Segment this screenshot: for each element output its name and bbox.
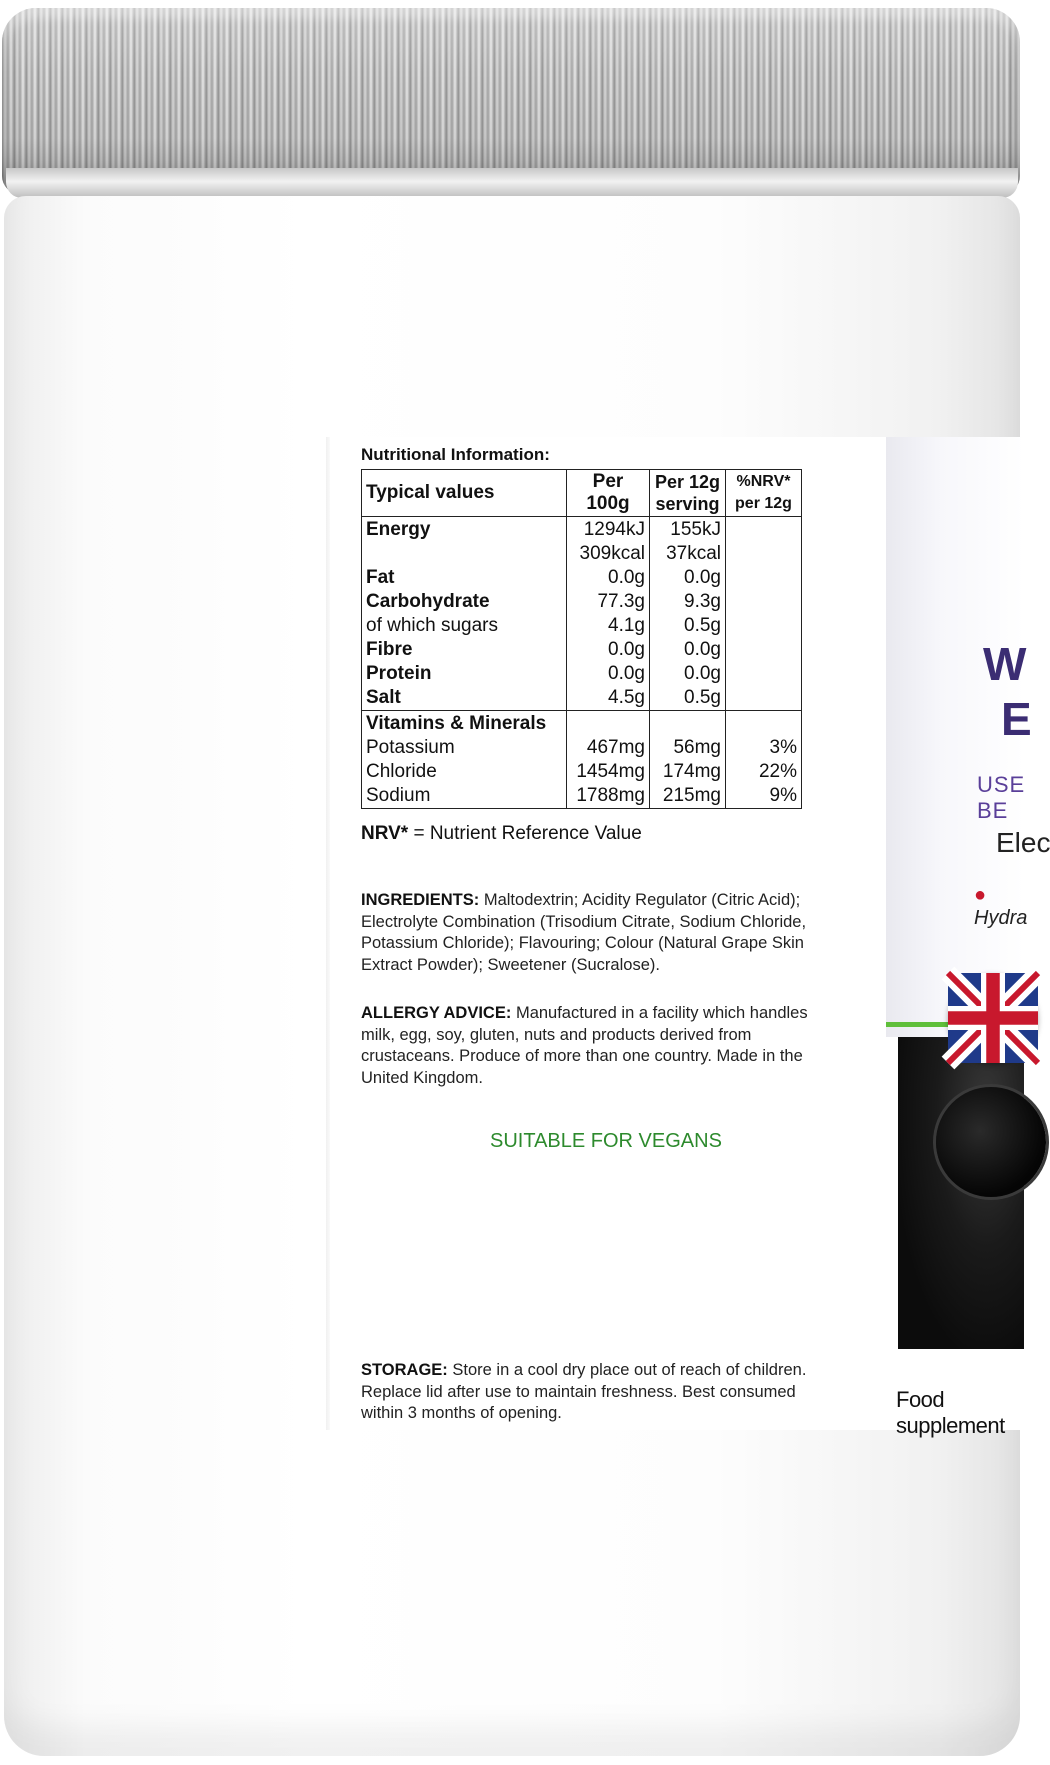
header-per-serving (650, 470, 726, 517)
row-per100: 1294kJ (567, 517, 650, 543)
table-row (362, 517, 802, 543)
tub-lid (2, 8, 1020, 194)
row-per100: 77.3g (567, 590, 650, 614)
uk-flag-icon (948, 973, 1038, 1063)
table-row (362, 686, 802, 711)
ingredients-body: Maltodextrin; Acidity Regulator (Citric Acid); Electrolyte Combination (Trisodium Citrate, Sodium Chloride, Potassium Chloride); Flavouring; Colour (Natural Grape Skin Extract Powder); Sweetener (Sucralose). (361, 891, 807, 974)
bullet-dot-icon: ● (974, 884, 987, 906)
mineral-name: Chloride (362, 760, 567, 784)
row-per100: 4.5g (567, 686, 650, 711)
row-per100: 0.0g (567, 638, 650, 662)
mineral-serving: 174mg (650, 760, 726, 784)
header-typical: Typical values (362, 470, 567, 517)
row-per100: 0.0g (567, 566, 650, 590)
hydration-bullet (974, 884, 1027, 930)
uk-flag-svg (948, 973, 1038, 1063)
row-per100: 4.1g (567, 614, 650, 638)
row-name: Energy (362, 517, 567, 543)
table-row (362, 736, 802, 760)
row-name: of which sugars (362, 614, 567, 638)
row-nrv (726, 638, 802, 662)
empty-cell (567, 711, 650, 737)
row-name: Salt (362, 686, 567, 711)
mineral-nrv: 22% (726, 760, 802, 784)
row-per100: 309kcal (567, 542, 650, 566)
row-nrv (726, 686, 802, 711)
header-per100: Per 100g (567, 470, 650, 517)
row-per100: 0.0g (567, 662, 650, 686)
mineral-serving: 56mg (650, 736, 726, 760)
food-supplement-text: Food supplement (896, 1387, 1005, 1438)
ingredients-label: INGREDIENTS: (361, 891, 480, 909)
mineral-nrv: 9% (726, 784, 802, 809)
nutrition-header-row (362, 470, 802, 517)
table-row (362, 566, 802, 590)
row-name: Fibre (362, 638, 567, 662)
mineral-nrv: 3% (726, 736, 802, 760)
allergy-body: Manufactured in a facility which handles milk, egg, soy, gluten, nuts and products derived from crustaceans. Produce of more than one country. Made in the United Kingdom. (361, 1004, 808, 1087)
vegan-badge: SUITABLE FOR VEGANS (490, 1130, 722, 1152)
row-name: Protein (362, 662, 567, 686)
scoop-image (936, 1087, 1046, 1197)
lid-lip (6, 168, 1018, 198)
nutrition-title: Nutritional Information: (361, 445, 550, 464)
empty-cell (726, 711, 802, 737)
row-name: Carbohydrate (362, 590, 567, 614)
mineral-per100: 1788mg (567, 784, 650, 809)
minerals-heading: Vitamins & Minerals (362, 711, 567, 737)
header-nrv-line1: %NRV* (736, 473, 791, 490)
row-serving: 37kcal (650, 542, 726, 566)
front-panel (886, 437, 1050, 1438)
mineral-per100: 467mg (567, 736, 650, 760)
use-before-text: USE BE (977, 772, 1026, 823)
brand-letter-w: W (983, 638, 1027, 690)
hydration-text: Hydra (974, 907, 1028, 929)
nrv-note-label: NRV* (361, 823, 409, 844)
nrv-note-text: = Nutrient Reference Value (408, 823, 642, 844)
row-nrv (726, 590, 802, 614)
header-per-serving-line2: serving (655, 494, 720, 514)
table-row (362, 614, 802, 638)
table-row (362, 638, 802, 662)
table-row (362, 662, 802, 686)
minerals-heading-row (362, 711, 802, 737)
row-serving: 9.3g (650, 590, 726, 614)
product-label (330, 437, 1050, 1438)
header-per-serving-line1: Per 12g (654, 472, 721, 492)
row-serving: 0.5g (650, 614, 726, 638)
storage-body: Store in a cool dry place out of reach of children. Replace lid after use to maintain freshness. Best consumed within 3 months of opening. (361, 1361, 807, 1422)
storage-label: STORAGE: (361, 1361, 448, 1379)
row-nrv (726, 662, 802, 686)
row-nrv (726, 542, 802, 566)
mineral-serving: 215mg (650, 784, 726, 809)
row-serving: 155kJ (650, 517, 726, 543)
lid-shine (2, 8, 1020, 194)
table-row (362, 542, 802, 566)
table-row (362, 590, 802, 614)
brand-letter-e: E (1001, 693, 1032, 745)
row-serving: 0.0g (650, 566, 726, 590)
nrv-note (361, 823, 642, 845)
header-nrv (726, 470, 802, 517)
row-nrv (726, 517, 802, 543)
row-nrv (726, 614, 802, 638)
row-serving: 0.0g (650, 638, 726, 662)
allergy-text (361, 1003, 831, 1089)
nutrition-table (361, 469, 802, 809)
row-name (362, 542, 567, 566)
table-row (362, 784, 802, 809)
empty-cell (650, 711, 726, 737)
row-nrv (726, 566, 802, 590)
row-name: Fat (362, 566, 567, 590)
storage-text (361, 1360, 841, 1425)
header-nrv-line2: per 12g (735, 495, 792, 512)
row-serving: 0.5g (650, 686, 726, 711)
allergy-label: ALLERGY ADVICE: (361, 1004, 512, 1022)
table-row (362, 760, 802, 784)
row-serving: 0.0g (650, 662, 726, 686)
mineral-name: Potassium (362, 736, 567, 760)
electrolyte-text: Elec (996, 827, 1050, 858)
mineral-name: Sodium (362, 784, 567, 809)
ingredients-text (361, 890, 831, 976)
mineral-per100: 1454mg (567, 760, 650, 784)
